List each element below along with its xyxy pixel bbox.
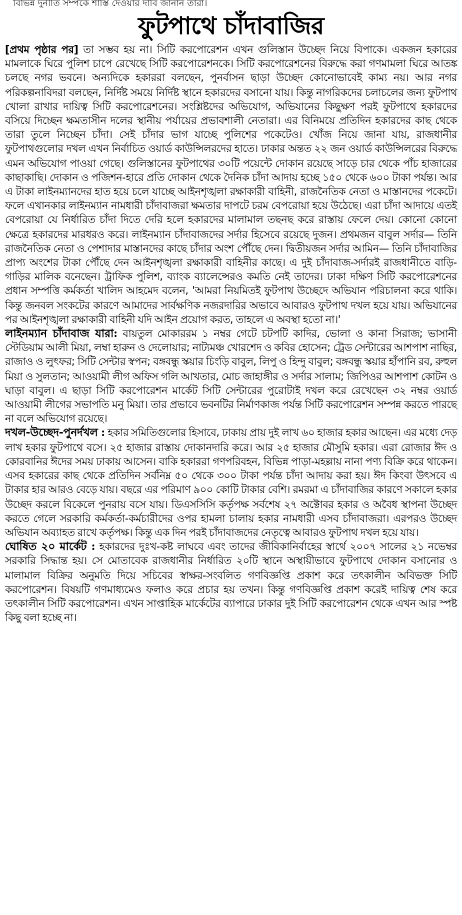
paragraph-intro-text: তা সম্ভব হয় না। সিটি করপোরেশন এখন গুলিস্তান উচ্ছেদ নিয়ে বিপাকে। একজন হকারের মামলাকে ঘিরে পুলিশ চাপে রেখেছে সিটি করপোরেশনকে। সিটি করপোরেশনের বিরুদ্ধে করা গণমামলা ঘিরে আতঙ্ক চলছে নগর ভবনে। অন্যদিকে হকাররা বলছেন, পুনর্বাসন ছাড়া উচ্ছেদ কোনোভাবেই কাম্য নয়। আর নগর পরিকল্পনাবিদরা বলছেন, নির্দিষ্ট সময়ে নির্দিষ্ট স্থানে হকারদের বসানো যায়। কিন্তু নাগরিকদের চলাচলের জন্য ফুটপাথ খোলা রাখার দায়িত্ব সিটি করপোরেশনের। সংশ্লিষ্টদের অভিযোগ, অভিযানের কিছুক্ষণ পরই ফুটপাথে হকারদের বসিয়ে দিচ্ছেন ক্ষমতাসীন দলের স্থানীয় পর্যায়ের প্রভাবশালী নেতারা। এর বিনিময়ে প্রতিদিন হকারদের কাছ থেকে তারা তুলে নিচ্ছেন চাঁদা। সেই চাঁদার ভাগ যাচ্ছে পুলিশের পকেটেও। খোঁজ নিয়ে জানা যায়, রাজধানীর ফুটপাথগুলোর দখল এখন নির্বাচিত ওয়ার্ড কাউন্সিলরদের হাতে। ঢাকার অন্তত ২২ জন ওয়ার্ড কাউন্সিলরের বিরুদ্ধে এমন অভিযোগ পাওয়া গেছে। গুলিস্তানের ফুটপাথের ৩০টি পয়েন্টে দোকান রয়েছে সাড়ে চার থেকে পাঁচ হাজারের কাছাকাছি। দোকান ও পজিশন-হারে প্রতি দোকান থেকে দৈনিক চাঁদা আদায় হচ্ছে ১৫০ থেকে ৬০০ টাকা পর্যন্ত। আর এ টাকা লাইনম্যানদের হাত হয়ে চলে যাচ্ছে আইনশৃঙ্খলা রক্ষাকারী বাহিনী, রাজনৈতিক নেতা ও মাস্তানদের পকেটে। ফলে এখানকার লাইনম্যান নামধারী চাঁদাবাজরা ক্ষমতার দাপটে চরম বেপরোয়া হয়ে উঠেছে। এরা চাঁদা আদায়ে এতই বেপরোয়া যে নির্ধারিত চাঁদা দিতে দেরি হলে হকারদের মালামাল তছনছ করে রাস্তায় ফেলে দেয়। কোনো কোনো ক্ষেত্রে হকারদের মারধরও করে। লাইনম্যান চাঁদাবাজদের সর্দার হিসেবে রয়েছে দুজন। প্রথমজন বাবুল সর্দার— তিনি রাজনৈতিক নেতা ও পেশাদার মাস্তানদের কাছে চাঁদার অংশ পৌঁছে দেন। দ্বিতীয়জন সর্দার আমিন— তিনি চাঁদাবাজির প্রাপ্য অংশের টাকা পৌঁছে দেন আইনশৃঙ্খলা রক্ষাকারী বাহিনীর কাছে। এ দুই চাঁদাবাজ-সর্দারই রাজধানীতে বাড়ি-গাড়ির মালিক বনেছেন। ট্রাফিক পুলিশ, ব্যাংক ব্যালেন্সেরও কমতি নেই তাদের। ঢাকা দক্ষিণ সিটি করপোরেশনের প্রধান সম্পত্তি কর্মকর্তা খালিদ আহমেদ বলেন, 'আমরা নিয়মিতই ফুটপাথ উচ্ছেদে অভিযান পরিচালনা করে থাকি। কিন্তু জনবল সংকটের কারণে আমাদের সার্বক্ষণিক নজরদারির অভাবে আবারও ফুটপাথ দখল হয়ে যায়। অভিযানের পর আইনশৃঙ্খলা রক্ষাকারী বাহিনী যদি আইন প্রয়োগ করত, তাহলে এ অবস্থা হতো না।' [5, 44, 457, 326]
paragraph-markets-text: হকারদের দুঃখ-কষ্ট লাঘবে এবং তাদের জীবিকানির্বাহের স্বার্থে ২০০৭ সালের ২১ নভেম্বর সরকারি সিদ্ধান্ত হয়। সে মোতাবেক রাজধানীর নির্ধারিত ২০টি স্থানে অস্থায়ীভাবে ফুটপাথে দোকান বসানোর ও মালামাল বিক্রির অনুমতি দিয়ে সচিবের স্বাক্ষর-সংবলিত গণবিজ্ঞপ্তি প্রকাশ করে তৎকালীন অবিভক্ত সিটি করপোরেশন। বিষয়টি গণমাধ্যমেও ফলাও করে প্রচার হয় তখন। কিন্তু গণবিজ্ঞপ্তি প্রকাশ করেই দায়িত্ব শেষ করে তৎকালীন সিটি করপোরেশন। এখন সাপ্তাহিক মার্কেটের ব্যাপারে ঢাকার দুই সিটি করপোরেশন থেকে এখন আর স্পষ্ট কিছু বলা হচ্ছে না। [5, 541, 458, 625]
paragraph-markets [5, 540, 457, 625]
paragraph-eviction [5, 426, 457, 540]
section-heading-eviction: দখল-উচ্ছেদ-পুনর্দখল : [5, 426, 105, 440]
section-heading-markets: ঘোষিত ২০ মার্কেট : [5, 540, 96, 554]
paragraph-intro [5, 43, 457, 327]
previous-column-snippet: বিভিন্ন দুর্নীতি সম্পর্কে শাস্তি দেওয়ার দাবি জানান তারা। [13, 0, 208, 9]
paragraph-linemen-text: বায়তুল মোকাররম ১ নম্বর গেটে চটপটি কাদির, ভোলা ও কানা সিরাজ; ভাসানী স্টেডিয়াম আলী মিয়া, লম্বা হারুন ও দেলোয়ার; নাট্যমঞ্চ খোরশেদ ও কবির হোসেন; ট্রেড সেন্টারের আশপাশ নাছির, রাজাও ও লুৎফর; সিটি সেন্টার স্বপন; বঙ্গবন্ধু স্কয়ার চিংড়ি বাবুল, লিপু ও হিন্দু বাবুল; বঙ্গবন্ধু স্কয়ার হাঁপানি রব, রুহুল মিয়া ও সুলতান; আওয়ামী লীগ অফিস গলি আখতার, মোচ জাহাঙ্গীর ও সর্দার সালাম; জিপিওর আশপাশ কোটন ও ঘাড়া বাবুল। এ ছাড়া সিটি করপোরেশন মার্কেট সিটি সেন্টারের পুরোটাই দখল করে রেখেছেন ৩২ নম্বর ওয়ার্ড আওয়ামী লীগের সভাপতি মনু মিয়া। তার প্রভাবে ভবনটির নির্মাণকাজ পর্যন্ত সিটি করপোরেশন সম্পন্ন করতে পারছে না বলে অভিযোগ রয়েছে। [5, 328, 457, 426]
paragraph-eviction-text: হকার সমিতিগুলোর হিসাবে, ঢাকায় প্রায় দুই লাখ ৬০ হাজার হকার আছেন। এর মধ্যে দেড় লাখ হকার ফুটপাথে বসে। ২৫ হাজার রাস্তায় দোকানদারি করে। আর ২৫ হাজার মৌসুমি হকার। এরা রোজার ঈদ ও কোরবানির ঈদের সময় ঢাকায় আসেন। বাকি হকাররা গণপরিবহন, বিভিন্ন পাড়া-মহল্লায় নানা পণ্য বিক্রি করে থাকেন। এসব হকারের কাছ থেকে প্রতিদিন সর্বনিম্ন ৫০ থেকে ৩০০ টাকা পর্যন্ত চাঁদা আদায় করা হয়। ঈদ কিংবা উৎসবে এ টাকার হার আরও বেড়ে যায়। বছরে এর পরিমাণ ৯০০ কোটি টাকার বেশি। রমরমা এ চাঁদাবাজির কারণে সকালে হকার উচ্ছেদ করলে বিকেলে পুনরায় বসে যায়। ডিএসসিসি কর্তৃপক্ষ সর্বশেষ ২৭ অক্টোবর হকার ও অবৈধ স্থাপনা উচ্ছেদ করতে গেলে সরকারি কর্মকর্তা-কর্মচারীদের ওপর হামলা চালায় হকার নামধারী এসব চাঁদাবাজরা। এরপরও উচ্ছেদ অভিযান অব্যাহত রাখে কর্তৃপক্ষ। কিন্তু এক দিন পরই চাঁদাবাজদের নেতৃত্বে আবারও ফুটপাথ দখল হয়ে যায়। [5, 427, 457, 539]
article-headline: ফুটপাথে চাঁদাবাজির [138, 11, 324, 40]
continued-marker: [প্রথম পৃষ্ঠার পর] [5, 44, 79, 56]
paragraph-linemen [5, 327, 457, 426]
section-heading-linemen: লাইনম্যান চাঁদাবাজ যারা: [5, 327, 118, 341]
article-body [5, 43, 457, 625]
